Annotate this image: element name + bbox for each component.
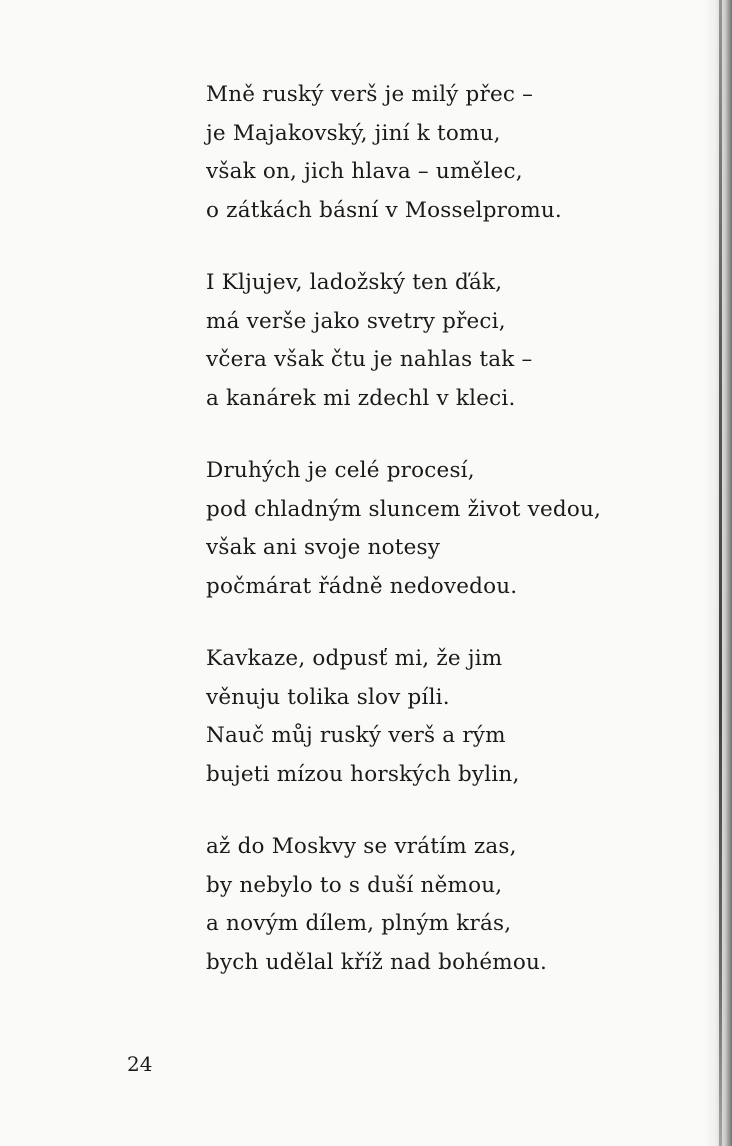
- poem-line: včera však čtu je nahlas tak –: [206, 347, 533, 372]
- poem-line: však on, jich hlava – umělec,: [206, 159, 523, 184]
- poem-line: je Majakovský, jiní k tomu,: [206, 120, 501, 146]
- stanza-1: [206, 76, 626, 230]
- poem-line: o zátkách básní v Mosselpromu.: [206, 197, 562, 223]
- poem-line: a kanárek mi zdechl v kleci.: [206, 385, 516, 411]
- poem-line: až do Moskvy se vrátím zas,: [206, 834, 517, 859]
- poem-line: by nebylo to s duší němou,: [206, 872, 503, 898]
- poem-line: Druhých je celé procesí,: [206, 458, 475, 483]
- poem-line: pod chladným sluncem život vedou,: [206, 496, 602, 522]
- poem-line: věnuju tolika slov píli.: [206, 684, 450, 710]
- poem-line: počmárat řádně nedovedou.: [206, 573, 518, 599]
- poem-line: však ani svoje notesy: [206, 535, 441, 560]
- poem-line: bych udělal kříž nad bohémou.: [206, 949, 548, 975]
- page-edge-line: [719, 0, 722, 1146]
- poem: [206, 76, 626, 1016]
- poem-line: má verše jako svetry přeci,: [206, 308, 506, 334]
- poem-line: a novým dílem, plným krás,: [206, 911, 512, 936]
- poem-line: Kavkaze, odpusť mi, že jim: [206, 646, 503, 671]
- stanza-5: [206, 828, 626, 982]
- page-edge-shadow: [704, 0, 732, 1146]
- stanza-2: [206, 264, 626, 418]
- page-number: 24: [127, 1052, 153, 1076]
- poem-line: Nauč můj ruský verš a rým: [206, 723, 506, 748]
- poem-line: bujeti mízou horských bylin,: [206, 761, 520, 787]
- stanza-3: [206, 452, 626, 606]
- stanza-4: [206, 640, 626, 794]
- poem-line: Mně ruský verš je milý přec –: [206, 82, 534, 107]
- poem-line: I Kljujev, ladožský ten ďák,: [206, 270, 503, 295]
